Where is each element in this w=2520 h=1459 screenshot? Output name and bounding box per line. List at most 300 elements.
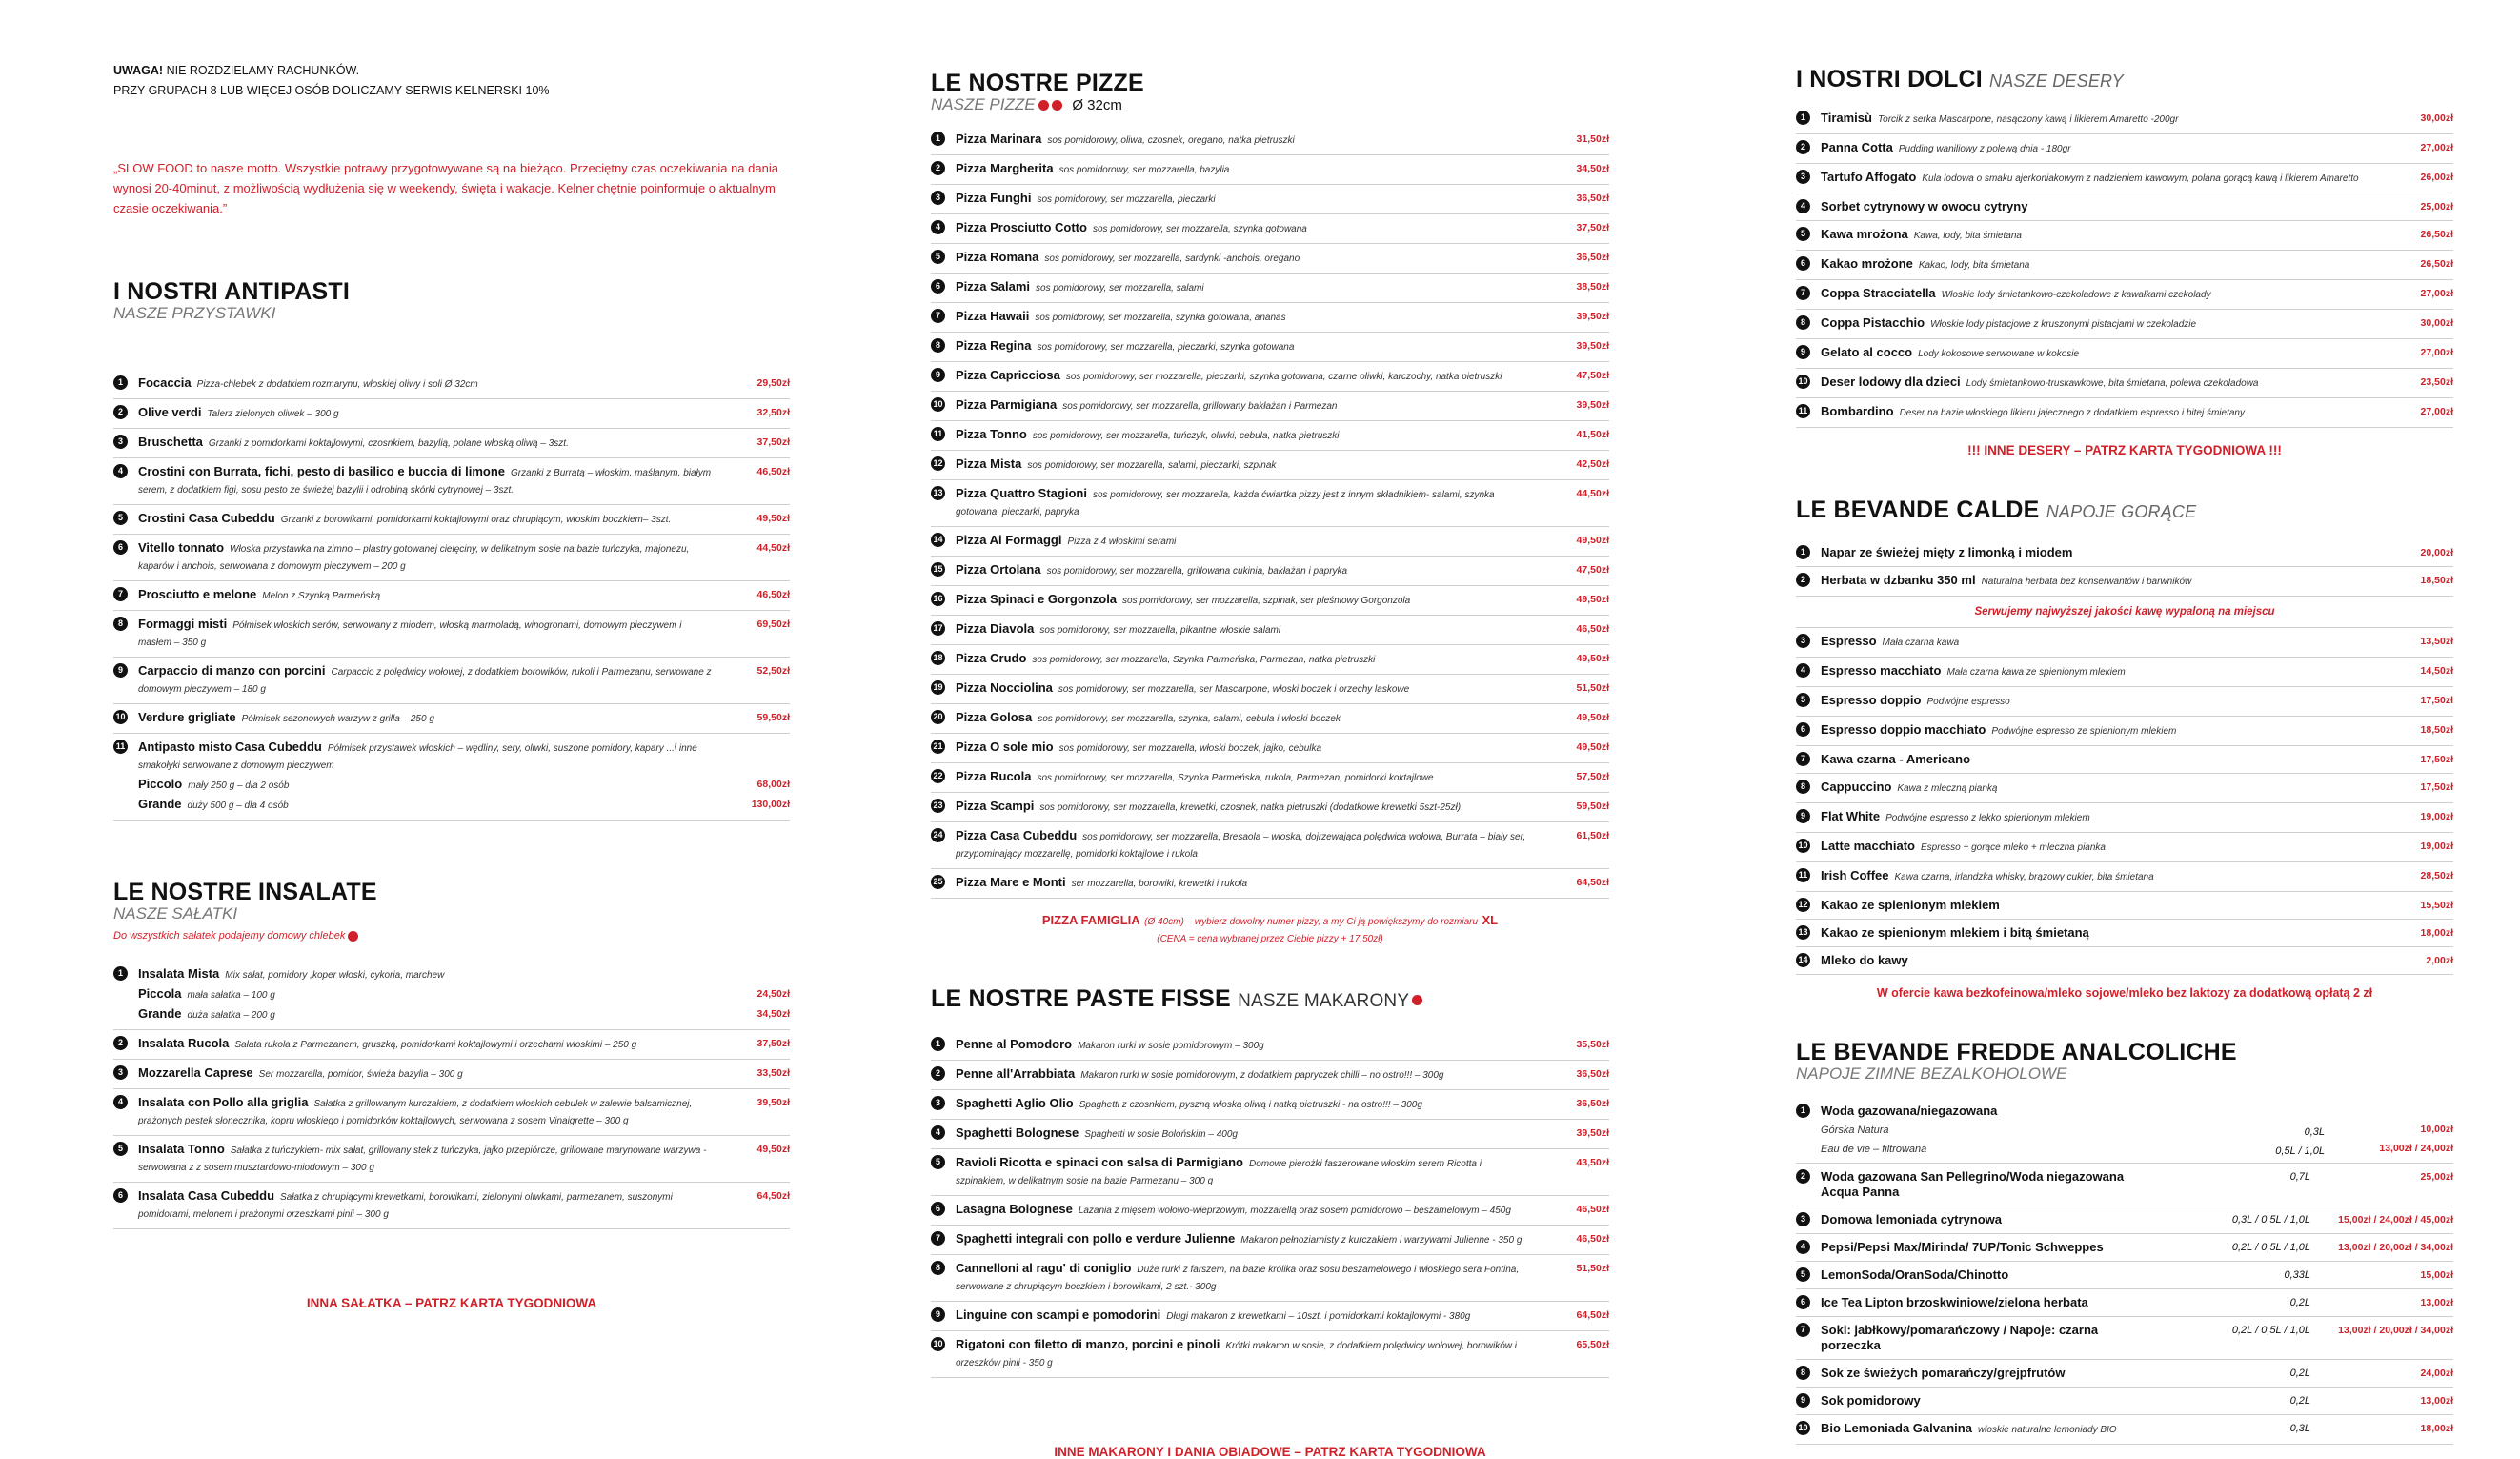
section-footer: INNA SAŁATKA – PATRZ KARTA TYGODNIOWA [306, 1296, 597, 1310]
item-price: 13,50zł [2420, 636, 2453, 647]
item-name: Pizza Scampi [956, 799, 1035, 813]
variant-price: 68,00zł [756, 779, 790, 790]
item-description: Talerz zielonych oliwek – 300 g [207, 409, 339, 419]
item-description: sos pomidorowy, ser mozzarella, salami, pieczarki, szpinak [1027, 460, 1277, 471]
item-name: Pizza Capricciosa [956, 368, 1060, 382]
menu-item [931, 704, 1609, 734]
item-variant [138, 983, 790, 1003]
menu-item [931, 392, 1609, 421]
item-description: Podwójne espresso z lekko spienionym mlekiem [1885, 813, 2090, 823]
menu-item [1796, 947, 2453, 975]
menu-item [1796, 658, 2453, 687]
item-price: 64,50zł [1576, 1309, 1609, 1321]
menu-item [1796, 164, 2453, 193]
item-name: Pizza Prosciutto Cotto [956, 220, 1087, 234]
section-title: LE BEVANDE CALDE NAPOJE GORĄCE [1796, 496, 2197, 523]
item-number: 9 [931, 368, 945, 382]
item-price: 44,50zł [756, 542, 790, 554]
item-price: 42,50zł [1576, 458, 1609, 470]
item-price: 46,50zł [756, 466, 790, 477]
section-title: LE NOSTRE PIZZE [931, 70, 1144, 96]
item-description: Spaghetti z czosnkiem, pyszną włoską oliwą i natką pietruszki - na ostro!!! – 300g [1079, 1100, 1422, 1110]
item-number: 5 [1796, 227, 1810, 241]
menu-item [931, 214, 1609, 244]
item-description: Makaron pełnoziarnisty z kurczakiem i warzywami Julienne - 350 g [1240, 1235, 1522, 1246]
item-number: 5 [931, 1155, 945, 1169]
item-price: 15,50zł [2420, 900, 2453, 911]
item-description: Włoska przystawka na zimno – plastry gotowanej cielęciny, w delikatnym sosie na bazie tuńczyka, majonezu, kaparów i anchois, serwowana z domowym pieczywem – 200 g [138, 544, 690, 572]
item-size: 0,2L [2289, 1395, 2310, 1407]
pizza-size: Ø 32cm [1072, 97, 1122, 113]
item-description: sos pomidorowy, ser mozzarella, ser Mascarpone, włoski boczek i orzechy laskowe [1058, 684, 1410, 695]
item-price: 32,50zł [756, 407, 790, 418]
item-size: 0,3L / 0,5L / 1,0L [2231, 1214, 2310, 1226]
menu-item [1796, 628, 2453, 658]
item-number: 1 [1796, 545, 1810, 559]
item-price: 39,50zł [1576, 1127, 1609, 1139]
menu-item [931, 1031, 1609, 1061]
item-price: 18,00zł [2420, 1423, 2453, 1434]
item-number: 6 [931, 279, 945, 294]
menu-item [1796, 193, 2453, 221]
item-description: Podwójne espresso ze spienionym mlekiem [1991, 726, 2177, 737]
item-name: Pizza Golosa [956, 710, 1033, 724]
pizza-famiglia: PIZZA FAMIGLIA (Ø 40cm) – wybierz dowolny numer pizzy, a my Ci ją powiększymy do rozmiaru XL (CENA = cena wybranej przez Ciebie pizzy + 17,50zł) [1041, 913, 1499, 944]
item-number: 2 [931, 1066, 945, 1081]
item-name: Bruschetta [138, 435, 203, 449]
item-description: Długi makaron z krewetkami – 10szt. i pomidorkami koktajlowymi - 380g [1166, 1311, 1471, 1322]
item-number: 2 [931, 161, 945, 175]
item-price: 24,00zł [2420, 1368, 2453, 1379]
menu-item [113, 581, 790, 611]
menu-item [1796, 105, 2453, 134]
variant-label: Grande [138, 797, 182, 811]
item-description: Krótki makaron w sosie, z dodatkiem polędwicy wołowej, borowików i orzeszków pinii - 350 g [956, 1341, 1518, 1368]
item-number: 11 [1796, 868, 1810, 882]
item-name: Olive verdi [138, 405, 202, 419]
menu-item [931, 1331, 1609, 1378]
item-description: sos pomidorowy, oliwa, czosnek, oregano, natka pietruszki [1047, 135, 1295, 146]
item-number: 6 [931, 1202, 945, 1216]
variant-size: 0,5L / 1,0L [2275, 1145, 2325, 1157]
item-name: Insalata Casa Cubeddu [138, 1188, 275, 1203]
item-number: 3 [113, 435, 128, 449]
item-number: 9 [1796, 345, 1810, 359]
item-number: 21 [931, 740, 945, 754]
item-name: Ice Tea Lipton brzoskwiniowe/zielona herbata [1821, 1295, 2088, 1309]
item-price: 13,00zł / 20,00zł / 34,00zł [2338, 1242, 2453, 1253]
item-variant [138, 774, 790, 794]
item-price: 27,00zł [2420, 347, 2453, 358]
menu-item [113, 1089, 790, 1136]
item-description: Ser mozzarella, pomidor, świeża bazylia – 300 g [258, 1069, 463, 1080]
menu-item [931, 1302, 1609, 1331]
item-name: Penne al Pomodoro [956, 1037, 1073, 1051]
variant-price: 130,00zł [751, 799, 790, 810]
item-price: 43,50zł [1576, 1157, 1609, 1168]
item-name: Spaghetti Bolognese [956, 1125, 1079, 1140]
item-price: 27,00zł [2420, 288, 2453, 299]
item-description: Sałatka z chrupiącymi krewetkami, borowikami, zielonymi oliwkami, parmezanem, suszonymi pomidorami, melonem i prażonymi orzeszkami pinii – 300 g [138, 1192, 673, 1220]
item-price: 61,50zł [1576, 830, 1609, 841]
item-number: 18 [931, 651, 945, 665]
menu-item [931, 155, 1609, 185]
item-number: 2 [113, 405, 128, 419]
item-name: Pizza Crudo [956, 651, 1027, 665]
column-center [931, 0, 1609, 1459]
item-number: 23 [931, 799, 945, 813]
menu-item [113, 1136, 790, 1183]
menu-item [1796, 1317, 2453, 1360]
item-name: Pizza Funghi [956, 191, 1032, 205]
item-number: 8 [1796, 780, 1810, 794]
item-description: Makaron rurki w sosie pomidorowym, z dodatkiem papryczek chilli – no ostro!!! – 300g [1080, 1070, 1444, 1081]
item-name: Pizza Spinaci e Gorgonzola [956, 592, 1118, 606]
item-description: ser mozzarella, borowiki, krewetki i rukola [1071, 879, 1248, 889]
item-number: 10 [931, 1337, 945, 1351]
item-name: Insalata Rucola [138, 1036, 230, 1050]
item-name: Vitello tonnato [138, 540, 225, 555]
menu-item [931, 1226, 1609, 1255]
item-price: 41,50zł [1576, 429, 1609, 440]
section-footer: !!! INNE DESERY – PATRZ KARTA TYGODNIOWA !!! [1967, 443, 2282, 457]
item-number: 16 [931, 592, 945, 606]
item-name: Pizza Regina [956, 338, 1032, 353]
item-description: sos pomidorowy, ser mozzarella, krewetki, czosnek, natka pietruszki (dodatkowe krewetki 5szt-25zł) [1039, 802, 1462, 813]
item-number: 14 [931, 533, 945, 547]
item-number: 20 [931, 710, 945, 724]
item-name: Tiramisù [1821, 111, 1872, 125]
item-size: 0,7L [2289, 1171, 2310, 1183]
item-description: sos pomidorowy, ser mozzarella, bazylia [1058, 165, 1230, 175]
item-description: Pizza-chlebek z dodatkiem rozmarynu, włoskiej oliwy i soli Ø 32cm [196, 379, 478, 390]
item-description: Włoskie lody śmietankowo-czekoladowe z kawałkami czekolady [1941, 290, 2211, 300]
menu-item [113, 429, 790, 458]
item-number: 7 [931, 309, 945, 323]
item-name: Flat White [1821, 809, 1881, 823]
menu-item [113, 535, 790, 581]
item-description: Sałata rukola z Parmezanem, gruszką, pomidorkami koktajlowymi i orzechami włoskimi – 250 g [234, 1040, 637, 1050]
item-price: 19,00zł [2420, 811, 2453, 822]
item-number: 10 [1796, 839, 1810, 853]
menu-item [1796, 1234, 2453, 1262]
menu-item [931, 451, 1609, 480]
item-number: 4 [931, 1125, 945, 1140]
item-number: 17 [931, 621, 945, 636]
item-number: 2 [1796, 1169, 1810, 1184]
item-price: 46,50zł [1576, 1233, 1609, 1245]
item-name: Tartufo Affogato [1821, 170, 1917, 184]
menu-item [113, 1030, 790, 1060]
item-number: 10 [1796, 1421, 1810, 1435]
item-name: Bio Lemoniada Galvanina [1821, 1421, 1972, 1435]
variant-label: Grande [138, 1006, 182, 1021]
item-name: Pizza Parmigiana [956, 397, 1058, 412]
menu-item [931, 274, 1609, 303]
item-size: 0,2L [2289, 1368, 2310, 1379]
item-number: 9 [1796, 809, 1810, 823]
section-paste [931, 984, 1609, 1459]
item-price: 36,50zł [1576, 1098, 1609, 1109]
item-name: Pizza Marinara [956, 132, 1042, 146]
item-description: Mała czarna kawa ze spienionym mlekiem [1946, 667, 2126, 678]
menu-item [113, 961, 790, 1030]
item-description: sos pomidorowy, ser mozzarella, każda ćwiartka pizzy jest z innym składnikiem- salami, szynka gotowana, pieczarki, papryka [956, 490, 1495, 517]
item-number: 1 [1796, 1104, 1810, 1118]
item-price: 57,50zł [1576, 771, 1609, 782]
item-price: 13,00zł [2420, 1297, 2453, 1308]
item-number: 25 [931, 875, 945, 889]
menu-item [1796, 369, 2453, 398]
item-name: Pizza Ortolana [956, 562, 1041, 577]
item-name: Kawa czarna - Americano [1821, 752, 1971, 766]
item-price: 49,50zł [1576, 594, 1609, 605]
item-number: 3 [1796, 170, 1810, 184]
item-name: Pizza Mista [956, 456, 1022, 471]
item-description: Melon z Szynką Parmeńską [262, 591, 381, 601]
item-price: 47,50zł [1576, 564, 1609, 576]
menu-item [931, 362, 1609, 392]
item-number: 12 [931, 456, 945, 471]
item-name: Ravioli Ricotta e spinaci con salsa di Parmigiano [956, 1155, 1243, 1169]
menu-item [931, 1149, 1609, 1196]
menu-item [113, 658, 790, 704]
allergen-icon [1412, 995, 1422, 1005]
item-number: 5 [1796, 1267, 1810, 1282]
item-price: 35,50zł [1576, 1039, 1609, 1050]
item-price: 30,00zł [2420, 317, 2453, 329]
item-price: 39,50zł [1576, 399, 1609, 411]
antipasti-list [113, 370, 790, 821]
menu-item [931, 1090, 1609, 1120]
item-name: Spaghetti integrali con pollo e verdure Julienne [956, 1231, 1236, 1246]
item-name: Kawa mrożona [1821, 227, 1908, 241]
menu-item [931, 822, 1609, 869]
item-price: 15,00zł / 24,00zł / 45,00zł [2338, 1214, 2453, 1226]
item-name: Insalata Mista [138, 966, 220, 981]
item-number: 4 [1796, 1240, 1810, 1254]
item-description: sos pomidorowy, ser mozzarella, sardynki -anchois, oregano [1044, 253, 1300, 264]
item-description: Kawa, lody, bita śmietana [1913, 231, 2022, 241]
item-name: Espresso doppio [1821, 693, 1922, 707]
variant-description: duża sałatka – 200 g [187, 1010, 275, 1021]
item-number: 3 [1796, 1212, 1810, 1226]
item-name: Pizza Nocciolina [956, 680, 1053, 695]
item-description: sos pomidorowy, ser mozzarella, Szynka Parmeńska, rukola, Parmezan, pomidorki koktajlowe [1037, 773, 1434, 783]
menu-item [931, 616, 1609, 645]
menu-item [113, 458, 790, 505]
item-name: Penne all'Arrabbiata [956, 1066, 1076, 1081]
item-price: 51,50zł [1576, 1263, 1609, 1274]
menu-item [113, 734, 790, 821]
item-number: 5 [931, 250, 945, 264]
item-number: 10 [113, 710, 128, 724]
item-price: 25,00zł [2420, 1171, 2453, 1183]
item-name: Mleko do kawy [1821, 953, 1908, 967]
item-number: 3 [931, 1096, 945, 1110]
menu-item [1796, 1164, 2453, 1206]
item-number: 11 [1796, 404, 1810, 418]
item-name: Coppa Pistacchio [1821, 315, 1925, 330]
notice-line2: PRZY GRUPACH 8 LUB WIĘCEJ OSÓB DOLICZAMY SERWIS KELNERSKI 10% [113, 84, 550, 97]
item-number: 11 [113, 740, 128, 754]
menu-item [931, 734, 1609, 763]
section-fredde [1796, 1038, 2453, 1445]
variant-size: 0,3L [2304, 1126, 2325, 1138]
item-price: 25,00zł [2420, 201, 2453, 213]
item-description: Makaron rurki w sosie pomidorowym – 300g [1078, 1041, 1264, 1051]
menu-item [1796, 746, 2453, 774]
item-price: 37,50zł [1576, 222, 1609, 233]
item-number: 9 [931, 1307, 945, 1322]
item-description: sos pomidorowy, ser mozzarella, włoski boczek, jajko, cebulka [1058, 743, 1322, 754]
item-description: Spaghetti w sosie Bolońskim – 400g [1084, 1129, 1238, 1140]
item-number: 19 [931, 680, 945, 695]
item-number: 5 [113, 511, 128, 525]
menu-item [1796, 221, 2453, 251]
item-price: 69,50zł [756, 618, 790, 630]
item-number: 22 [931, 769, 945, 783]
section-calde [1796, 496, 2453, 1000]
menu-item [931, 793, 1609, 822]
item-name: Pizza Ai Formaggi [956, 533, 1062, 547]
menu-item [1796, 717, 2453, 746]
section-antipasti [113, 277, 790, 821]
menu-item [113, 505, 790, 535]
item-size: 0,3L [2289, 1423, 2310, 1434]
column-left [113, 0, 790, 1310]
section-title: LE NOSTRE PASTE FISSE NASZE MAKARONY [931, 984, 1609, 1016]
item-name: Pizza Casa Cubeddu [956, 828, 1078, 842]
item-number: 5 [1796, 693, 1810, 707]
item-number: 1 [113, 966, 128, 981]
item-number: 14 [1796, 953, 1810, 967]
menu-item [1796, 310, 2453, 339]
item-number: 7 [1796, 286, 1810, 300]
item-price: 27,00zł [2420, 142, 2453, 153]
item-name: Pizza Quattro Stagioni [956, 486, 1087, 500]
item-number: 13 [1796, 925, 1810, 940]
menu-item [1796, 134, 2453, 164]
section-footer: INNE MAKARONY I DANIA OBIADOWE – PATRZ KARTA TYGODNIOWA [1054, 1445, 1486, 1459]
notice-line1: NIE ROZDZIELAMY RACHUNKÓW. [166, 64, 360, 77]
variant-price: 13,00zł / 24,00zł [2379, 1143, 2453, 1154]
coffee-note: Serwujemy najwyższej jakości kawę wypaloną na miejscu [1796, 597, 2453, 628]
item-description: Pudding waniliowy z polewą dnia - 180gr [1898, 144, 2071, 154]
variant-label: Piccolo [138, 777, 183, 791]
menu-item [931, 869, 1609, 899]
item-price: 37,50zł [756, 436, 790, 448]
item-name: Cappuccino [1821, 780, 1892, 794]
item-number: 6 [113, 1188, 128, 1203]
menu-item [1796, 687, 2453, 717]
item-name: Gelato al cocco [1821, 345, 1913, 359]
calde-list [1796, 539, 2453, 975]
item-variant [1821, 1138, 2453, 1157]
item-number: 8 [1796, 315, 1810, 330]
section-insalate [113, 878, 790, 1310]
item-name: Pizza Mare e Monti [956, 875, 1066, 889]
item-name: Pizza Margherita [956, 161, 1054, 175]
item-name: Rigatoni con filetto di manzo, porcini e pinoli [956, 1337, 1220, 1351]
item-name: Domowa lemoniada cytrynowa [1821, 1212, 2002, 1226]
item-price: 14,50zł [2420, 665, 2453, 677]
item-description: Grzanki z borowikami, pomidorkami koktajlowymi oraz chrupiącym, włoskim boczkiem– 3szt. [280, 515, 672, 525]
variant-price: 34,50zł [756, 1008, 790, 1020]
item-name: Crostini con Burrata, fichi, pesto di basilico e buccia di limone [138, 464, 506, 478]
menu-item [1796, 567, 2453, 597]
item-price: 36,50zł [1576, 252, 1609, 263]
item-description: Kula lodowa o smaku ajerkoniakowym z nadzieniem kawowym, polana gorącą kawą i likierem Amaretto [1922, 173, 2359, 184]
menu-item [1796, 1262, 2453, 1289]
section-title: I NOSTRI ANTIPASTI [113, 278, 351, 305]
item-description: Mała czarna kawa [1882, 638, 1960, 648]
item-number: 6 [113, 540, 128, 555]
item-description: włoskie naturalne lemoniady BIO [1977, 1425, 2117, 1435]
item-name: Sorbet cytrynowy w owocu cytryny [1821, 199, 2028, 213]
item-description: Podwójne espresso [1926, 697, 2010, 707]
item-description: sos pomidorowy, ser mozzarella, pieczarki, szynka gotowana, czarne oliwki, karczochy, natka pietruszki [1065, 372, 1502, 382]
item-variant [138, 794, 790, 814]
variant-label: Górska Natura [1821, 1125, 1889, 1136]
item-description: Torcik z serka Mascarpone, nasączony kawą i likierem Amaretto -200gr [1877, 114, 2179, 125]
menu-item [1796, 1415, 2453, 1445]
item-price: 37,50zł [756, 1038, 790, 1049]
menu-item [931, 527, 1609, 557]
item-number: 4 [1796, 663, 1810, 678]
column-right [1796, 0, 2453, 1445]
item-price: 18,50zł [2420, 724, 2453, 736]
item-description: sos pomidorowy, ser mozzarella, szynka gotowana, ananas [1035, 313, 1286, 323]
item-description: Półmisek włoskich serów, serwowany z miodem, włoską marmoladą, winogronami, domowym pieczywem i masłem – 350 g [138, 620, 682, 648]
item-name: Soki: jabłkowy/pomarańczowy / Napoje: czarna porzeczka [1821, 1323, 2099, 1352]
item-description: sos pomidorowy, ser mozzarella, salami [1036, 283, 1204, 294]
item-price: 15,00zł [2420, 1269, 2453, 1281]
item-name: Espresso macchiato [1821, 663, 1942, 678]
menu-item [931, 586, 1609, 616]
item-price: 64,50zł [756, 1190, 790, 1202]
item-number: 8 [1796, 1366, 1810, 1380]
item-price: 47,50zł [1576, 370, 1609, 381]
item-price: 51,50zł [1576, 682, 1609, 694]
menu-item [931, 1120, 1609, 1149]
item-description: Półmisek przystawek włoskich – wędliny, sery, oliwki, suszone pomidory, kapary ...i inne smakołyki serwowane z domowym pieczywem [138, 743, 697, 771]
section-subtitle: NASZE SAŁATKI [113, 904, 238, 922]
item-price: 39,50zł [1576, 340, 1609, 352]
item-number: 7 [1796, 1323, 1810, 1337]
item-number: 6 [1796, 1295, 1810, 1309]
item-number: 3 [113, 1065, 128, 1080]
menu-item [1796, 539, 2453, 567]
item-name: Prosciutto e melone [138, 587, 257, 601]
item-price: 52,50zł [756, 665, 790, 677]
menu-item [1796, 892, 2453, 920]
item-description: sos pomidorowy, ser mozzarella, tuńczyk, oliwki, cebula, natka pietruszki [1032, 431, 1340, 441]
item-description: Lody kokosowe serwowane w kokosie [1918, 349, 2080, 359]
item-price: 17,50zł [2420, 695, 2453, 706]
item-number: 8 [113, 617, 128, 631]
item-number: 10 [1796, 375, 1810, 389]
item-name: Pizza Hawaii [956, 309, 1030, 323]
item-name: Sok ze świeżych pomarańczy/grejpfrutów [1821, 1366, 2066, 1380]
item-name: Pizza Romana [956, 250, 1039, 264]
item-price: 64,50zł [1576, 877, 1609, 888]
item-description: Deser na bazie włoskiego likieru jajecznego z dodatkiem espresso i bitej śmietany [1899, 408, 2245, 418]
item-name: Linguine con scampi e pomodorini [956, 1307, 1161, 1322]
item-number: 1 [931, 1037, 945, 1051]
item-price: 39,50zł [756, 1097, 790, 1108]
item-name: Formaggi misti [138, 617, 228, 631]
